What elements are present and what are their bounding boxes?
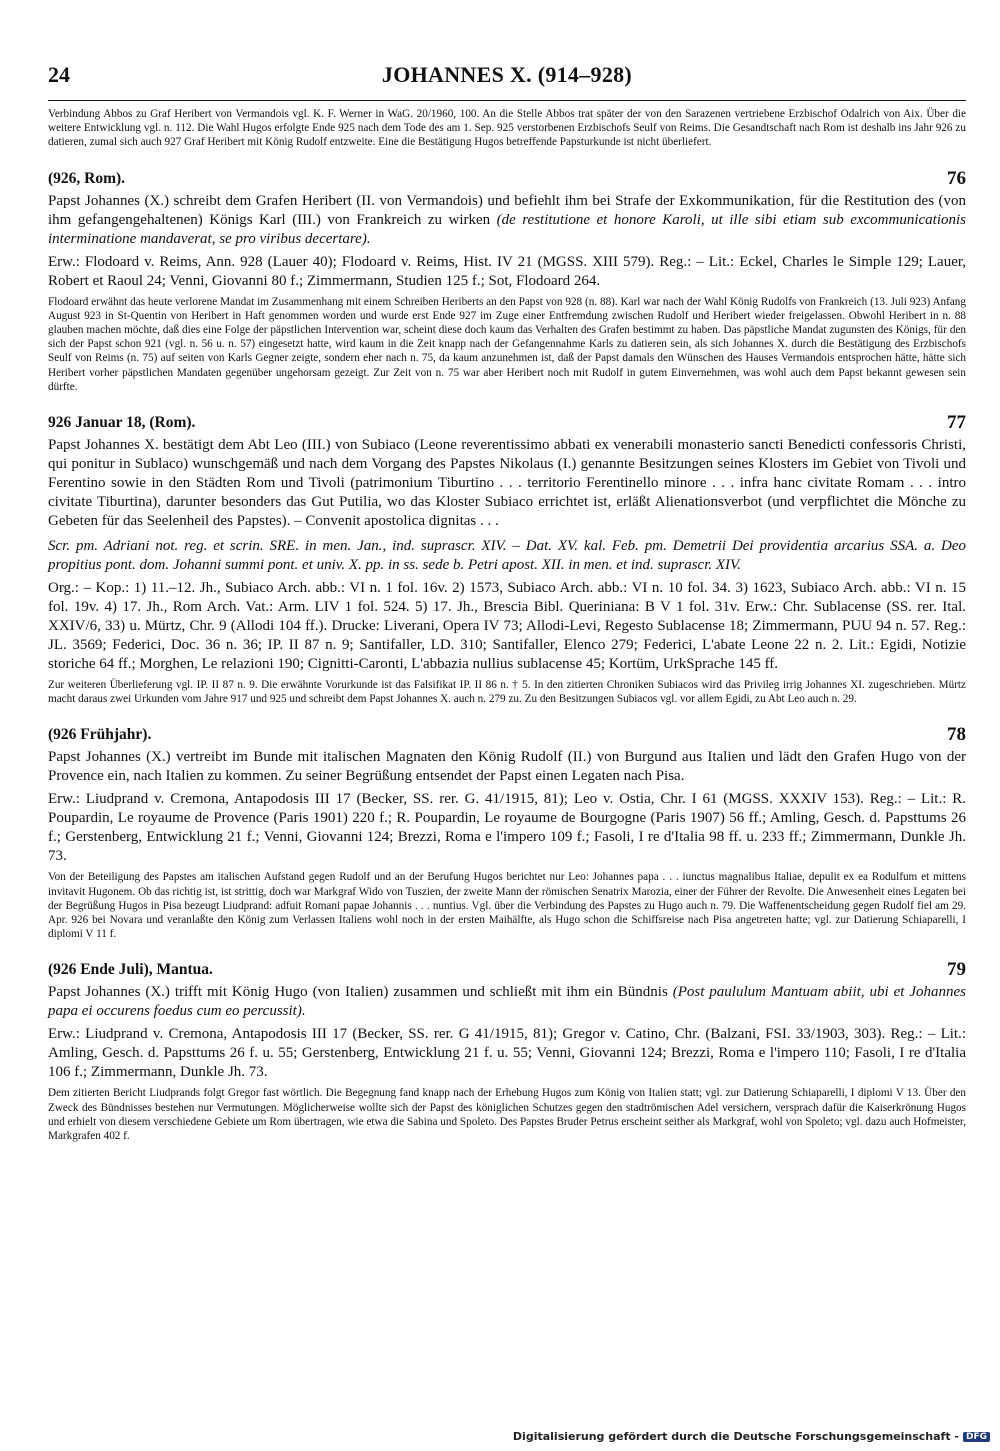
entry-sources: Org.: – Kop.: 1) 11.–12. Jh., Subiaco Arch. abb.: VI n. 1 fol. 16v. 2) 1573, Subiaco Arch. abb.: VI n. 10 fol. 34. 3) 1623, Subiaco Arch. abb.: VI n. 15 fol. 19v. 4) 17. Jh., Rom Arch. Vat.: Arm. LIV 1 fol. 524. 5) 17. Jh., Brescia Bibl. Queriniana: B V 1 fol. 31v. Erw.: Chr. Sublacense (SS. rer. Ital. XXIV/6, 33) u. Mürtz, Chr. 9 (Allodi 104 ff.). Drucke: Liverani, Opera IV 73; Allodi-Levi, Regesto Sublacense 18; Zimmermann, PUU 94 n. 57. Reg.: JL. 3569; Federici, Doc. 36 n. 36; IP. II 87 n. 9; Santifaller, LD. 310; Santifaller, Elenco 279; Federici, L'abate Leone 22 n. 2. Lit.: Egidi, Notizie storiche 64 ff.; Morghen, Le relazioni 190; Cignitti-Caronti, L'abbazia nullius sublacense 45; Kortüm, UrkSprache 145 ff. <box>48 580 966 673</box>
document-page <box>48 58 966 1143</box>
entry-sources: Erw.: Liudprand v. Cremona, Antapodosis III 17 (Becker, SS. rer. G. 41/1915, 81); Leo v. Ostia, Chr. I 61 (MGSS. XXXIV 153). Reg.: – Lit.: R. Poupardin, Le royaume de Provence (Paris 1901) 220 f.; R. Poupardin, Le royaume de Bourgogne (Paris 1907) 56 ff.; Amling, Gesch. d. Papsttums 26 f.; Gerstenberg, Entwicklung 21 f.; Venni, Giovanni 124; Brezzi, Roma e l'impero 109 f.; Fasoli, I re d'Italia 98 ff. u. 233 ff.; Zimmermann, Dunkle Jh. 73. <box>48 791 966 865</box>
entry-summary: Papst Johannes (X.) vertreibt im Bunde mit italischen Magnaten den König Rudolf (II.) von Burgund aus Italien und lädt den Grafen Hugo von der Provence ein, nach Italien zu kommen. Zu seiner Begrüßung entsendet der Papst einen Legaten nach Pisa. <box>48 749 966 785</box>
entry-sources: Erw.: Flodoard v. Reims, Ann. 928 (Lauer 40); Flodoard v. Reims, Hist. IV 21 (MGSS. XIII 579). Reg.: – Lit.: Eckel, Charles le Simple 129; Lauer, Robert et Raoul 24; Venni, Giovanni 80 f.; Zimmermann, Studien 125 f.; Sot, Flodoard 264. <box>48 253 966 289</box>
entry-note: Dem zitierten Bericht Liudprands folgt Gregor fast wörtlich. Die Begegnung fand knapp nach der Erhebung Hugos zum König von Italien statt; vgl. zur Datierung Schiaparelli, I diplomi V 13. Über den Zweck des Bündnisses bestehen nur Vermutungen. Möglicherweise wollte sich der Papst des königlichen Schutzes gegen den stadtrömischen Adel versichern, versprach dafür die Kaiserkrönung Hugos und erhielt von diesem verschiedene Gebiete um Rom übertragen, wie etwa die Sabina und Spoleto. Des Papstes Bruder Petrus erscheint seither als Markgraf, wohl von Spoleto; vgl. dazu auch Hofmeister, Markgrafen 402 f. <box>48 1087 966 1143</box>
entry-76 <box>48 167 966 394</box>
digitization-footer <box>513 1430 990 1443</box>
entry-number: 76 <box>947 167 966 189</box>
entry-date: (926, Rom). <box>48 169 126 187</box>
entry-77 <box>48 414 966 706</box>
entry-note: Von der Beteiligung des Papstes am italischen Aufstand gegen Rudolf und an der Berufung Hugos berichtet nur Leo: Johannes papa . . . iunctus magnalibus Italiae, depulit ex ea Rodulfum et mittens invitavit Hugonem. Ob das richtig ist, ist strittig, doch war Markgraf Wido von Tuszien, der zweite Mann der römischen Senatrix Marozia, einer der Führer der Revolte. Die Anwesenheit eines Legaten bei der Begrüßung Hugos in Pisa bezeugt Liudprand: adfuit Romani papae Johannis . . . nuntius. Vgl. über die Verbindung des Papstes zu Hugo auch n. 79. Die Waffenentscheidung gegen Rudolf fiel am 29. Apr. 926 bei Novara und veranlaßte den König zum Verlassen Italiens wohl noch in der ersten Maihälfte, als Hugo schon die Schiffsreise nach Pisa angetreten hatte; vgl. zur Datierung Schiaparelli, I diplomi V 11 f. <box>48 871 966 941</box>
entry-number: 78 <box>947 724 966 746</box>
entry-heading <box>48 414 966 436</box>
entry-78 <box>48 726 966 941</box>
entry-note: Flodoard erwähnt das heute verlorene Mandat im Zusammenhang mit einem Schreiben Heriberts an den Papst von 928 (n. 88). Karl war nach der Wahl König Rudolfs von Frankreich (13. Juli 923) Anfang August 923 in St-Quentin von Heribert in Haft genommen worden und wurde erst Ende 927 im Zuge einer Entfremdung zwischen Rudolf und Heribert wieder freigelassen. Obwohl Heribert in n. 88 glauben machen möchte, daß dies eine Folge der päpstlichen Intervention war, scheint diese doch kaum das Verhalten des Grafen bestimmt zu haben. Das päpstliche Mandat zugunsten des Königs, für den sich der Papst schon 921 (vgl. n. 56 u. n. 57) eingesetzt hatte, wird kaum in die Zeit knapp nach der Gefangennahme Karls zu datieren sein, als sich Johannes X. durch die Bestätigung des Erzbischofs Seulf von Reims (n. 75) auf seiten von Karls Gegner zeigte, sondern eher nach n. 75, da kaum anzunehmen ist, daß der Papst damals den Wünschen des Hauses Vermandois entsprochen hätte, hätte sich Heribert vorher päpstlichen Mandaten gegenüber ungehorsam gezeigt. Zur Zeit von n. 75 war aber Heribert noch mit Rudolf in gutem Einvernehmen, was wohl auch dem Papst bekannt gewesen sein dürfte. <box>48 295 966 393</box>
entry-date: (926 Frühjahr). <box>48 726 152 744</box>
summary-quote: (de restitutione et honore Karoli, ut ille sibi etiam sub excommunicationis interminatione mandaverat, se pro viribus decertare). <box>48 211 966 247</box>
intro-note: Verbindung Abbos zu Graf Heribert von Vermandois vgl. K. F. Werner in WaG. 20/1960, 100. An die Stelle Abbos trat später der von den Sarazenen vertriebene Erzbischof Odalrich von Aix. Über die weitere Entwicklung vgl. n. 112. Die Wahl Hugos erfolgte Ende 925 nach dem Tode des am 1. Sep. 925 verstorbenen Erzbischofs Seulf von Reims. Die Gesandtschaft nach Rom ist deshalb ins Jahr 926 zu datieren, zumal sich auch 927 Graf Heribert mit König Rudolf entzweite. Eine die Bestätigung Hugos betreffende Papsturkunde ist nicht überliefert. <box>48 108 966 149</box>
page-header <box>48 58 966 101</box>
entry-note: Zur weiteren Überlieferung vgl. IP. II 87 n. 9. Die erwähnte Vorurkunde ist das Falsifikat IP. II 86 n. † 5. In den zitierten Chroniken Subiacos wird das Privileg irrig Johannes XI. zugeschrieben. Mürtz macht daraus zwei Urkunden vom Jahre 917 und 925 und schreibt dem Papst Johannes X. auch n. 279 zu. Zu den Besitzungen Subiacos vgl. vor allem Egidi, zu Abt Leo auch n. 29. <box>48 679 966 706</box>
summary-quote: (Post paululum Mantuam abiit, ubi et Johannes papa ei occurens foedus cum eo percussit). <box>48 984 966 1020</box>
entry-summary <box>48 192 966 249</box>
entry-number: 77 <box>947 412 966 434</box>
entry-number: 79 <box>947 959 966 981</box>
entry-heading <box>48 726 966 748</box>
summary-text: Papst Johannes (X.) trifft mit König Hugo (von Italien) zusammen und schließt mit ihm ein Bündnis <box>48 984 673 1001</box>
running-title: JOHANNES X. (914–928) <box>381 62 633 87</box>
entry-heading <box>48 167 966 192</box>
entry-summary: Papst Johannes X. bestätigt dem Abt Leo (III.) von Subiaco (Leone reverentissimo abbati ex venerabili monasterio sancti Benedicti confessoris Christi, qui ponitur in Sublaco) wunschgemäß und nach dem Vorgang des Papstes Nikolaus (I.) genannte Besitzungen seines Klosters im Gebiet von Tivoli und Ferentino sowie in den Städten Rom und Tivoli (patrimonium Tiburtino . . . territorio Ferentinello minore . . . infra hanc civitate Romam . . . intro civitate Tiburtina), darunter besonders das Gut Putilia, wo das Kloster Subiaco errichtet ist, erläßt Alienationsverbot (und verpflichtet die Mönche zu Gebeten für das Seelenheil des Papstes). – Convenit apostolica dignitas . . . <box>48 437 966 530</box>
footer-text: Digitalisierung gefördert durch die Deutsche Forschungsgemeinschaft - <box>512 1430 959 1443</box>
summary-text: Papst Johannes (X.) schreibt dem Grafen Heribert (II. von Vermandois) und befiehlt ihm bei Strafe der Exkommunikation, für die Restitution des (von ihm gefangengehaltenen) Königs Karl (III.) von Frankreich zu wirken <box>48 192 966 228</box>
entry-heading <box>48 961 966 983</box>
entry-date: 926 Januar 18, (Rom). <box>48 414 196 432</box>
entry-sources: Erw.: Liudprand v. Cremona, Antapodosis III 17 (Becker, SS. rer. G 41/1915, 81); Gregor v. Catino, Chr. (Balzani, FSI. 33/1903, 303). Reg.: – Lit.: Amling, Gesch. d. Papsttums 26 f. u. 55; Gerstenberg, Entwicklung 21 f. u. 55; Venni, Giovanni 124; Brezzi, Roma e l'impero 110; Fasoli, I re d'Italia 106 f.; Zimmermann, Dunkle Jh. 73. <box>48 1026 966 1081</box>
entry-date: (926 Ende Juli), Mantua. <box>48 961 213 979</box>
dfg-logo: DFG <box>963 1432 990 1442</box>
entry-dating-clause: Scr. pm. Adriani not. reg. et scrin. SRE. in men. Jan., ind. suprascr. XIV. – Dat. XV. kal. Feb. pm. Demetrii Dei providentia arcarius SSA. a. Deo propitius pont. dom. Johanni summi pont. et univ. X. pp. in ss. sede b. Petri apost. XII. in men. et ind. suprascr. XIV. <box>48 538 966 574</box>
page-number: 24 <box>48 62 70 87</box>
entry-79 <box>48 961 966 1143</box>
entry-summary <box>48 983 966 1021</box>
